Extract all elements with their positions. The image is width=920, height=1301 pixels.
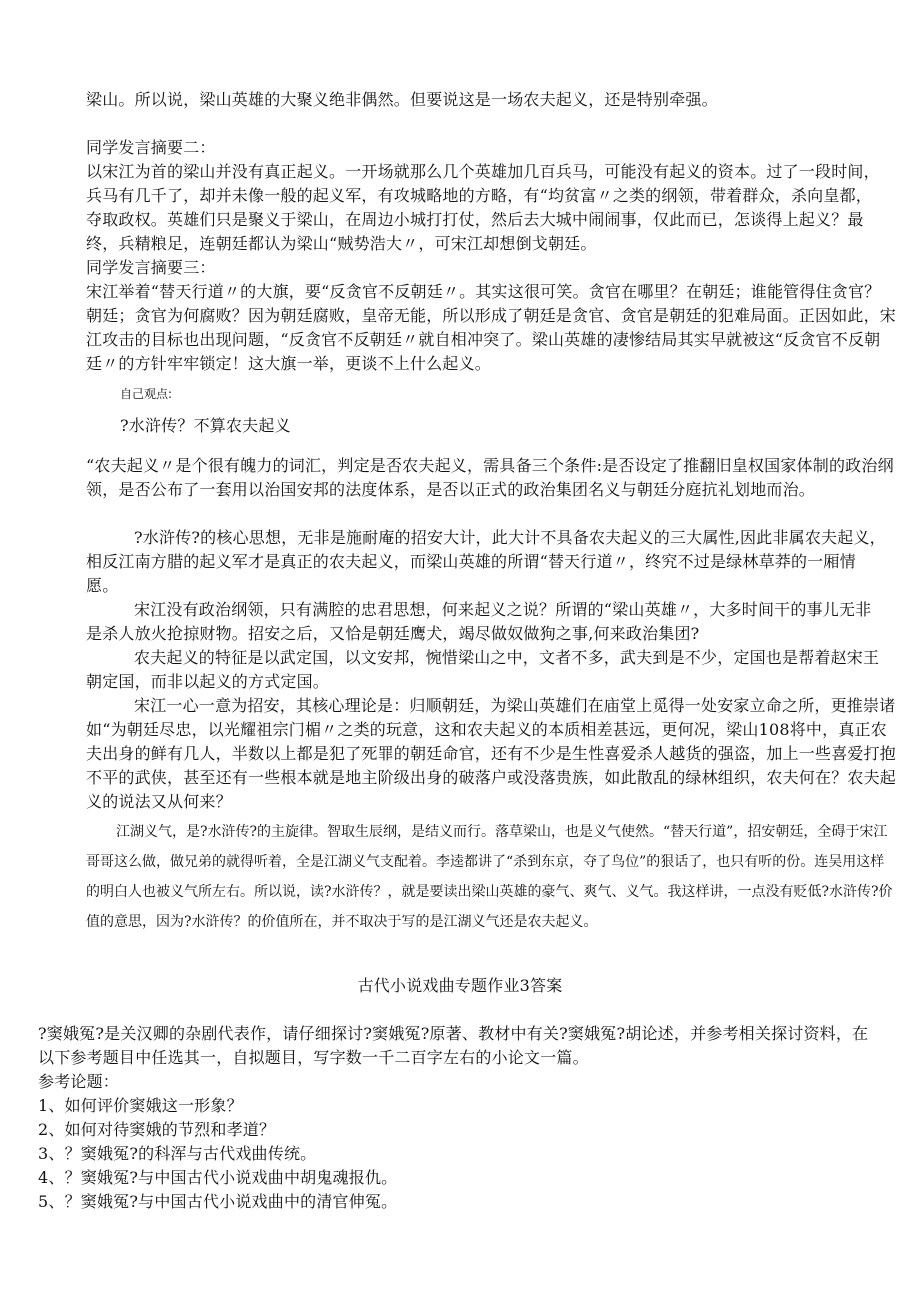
topic-item-4: 4、？窦娥冤?与中国古代小说戏曲中胡鬼魂报仇。 <box>38 1168 398 1187</box>
own-view-paragraph-1: “农夫起义〃是个很有魄力的词汇，判定是否农夫起义，需具备三个条件:是否设定了推翻旧皇权国家体制的政治纲领，是否公布了一套用以治国安邦的法度体系，是否以正式的政治集团名义与朝廷分庭抗礼划地而治。 <box>86 456 894 499</box>
topics-label: 参考论题： <box>38 1072 120 1091</box>
topic-item-5: 5、？窦娥冤?与中国古代小说戏曲中的清官伸冤。 <box>38 1192 398 1211</box>
own-view-paragraph-6: 江湖义气，是?水浒传?的主旋律。智取生辰纲，是结义而行。落草梁山，也是义气使然。“替天行道”，招安朝廷，全碍于宋江哥哥这么做，做兄弟的就得听着，全是江湖义气支配着。李逵都讲了“杀到东京，夺了鸟位”的狠话了，也只有听的份。连吴用这样的明白人也被义气所左右。所以说，读?水浒传？，就是要读出梁山英雄的豪气、爽气、义气。我这样讲，一点没有贬低?水浒传?价值的意思，因为?水浒传？的价值所在，并不取决于写的是江湖义气还是农夫起义。 <box>86 824 893 930</box>
topic-item-1: 1、如何评价窦娥这一形象？ <box>38 1096 243 1115</box>
own-view-paragraph-5: 宋江一心一意为招安，其核心理论是：归顺朝廷，为梁山英雄们在庙堂上觅得一处安家立命之所，更推崇诸如“为朝廷尽忠，以光耀祖宗门楣〃之类的玩意，这和农夫起义的本质相差甚远，更何况，梁山108将中，真正农夫出身的鲜有几人，半数以上都是犯了死罪的朝廷命官，还有不少是生性喜爱杀人越货的强盗，加上一些喜爱打抱不平的武侠，甚至还有一些根本就是地主阶级出身的破落户或没落贵族，如此散乱的绿林组织，农夫何在？农夫起义的说法又从何来？ <box>86 696 897 811</box>
own-view-paragraph-2: ?水浒传?的核心思想，无非是施耐庵的招安大计，此大计不具备农夫起义的三大属性,因此非属农夫起义，相反江南方腊的起义军才是真正的农夫起义，而梁山英雄的所谓“替天行道〃，终究不过是绿林草莽的一厢情愿。 <box>86 528 886 595</box>
assignment-title: 古代小说戏曲专题作业3答案 <box>357 976 563 995</box>
student-summary-3-heading: 同学发言摘要三： <box>86 258 216 277</box>
topic-item-3: 3、？窦娥冤?的科浑与古代戏曲传统。 <box>38 1144 317 1163</box>
student-summary-2-heading: 同学发言摘要二： <box>86 138 216 157</box>
own-view-title: ?水浒传？不算农夫起义 <box>120 416 291 435</box>
student-summary-2-body: 以宋江为首的梁山并没有真正起义。一开场就那么几个英雄加几百兵马，可能没有起义的资本。过了一段时间，兵马有几千了，却并未像一般的起义军，有攻城略地的方略，有“均贫富〃之类的纲领，带着群众，杀向皇都，夺取政权。英雄们只是聚义于梁山，在周边小城打打仗，然后去大城中闹闹事，仅此而已，怎谈得上起义？最终，兵精粮足，连朝廷都认为梁山“贼势浩大〃，可宋江却想倒戈朝廷。 <box>86 162 880 253</box>
own-view-label: 自己观点: <box>120 387 173 401</box>
assignment-intro: ?窦娥冤?是关汉卿的杂剧代表作，请仔细探讨?窦娥冤?原著、教材中有关?窦娥冤?胡论述，并参考相关探讨资料，在以下参考题目中任选其一，自拟题目，写字数一千二百字左右的小论文一篇。 <box>38 1024 869 1067</box>
own-view-paragraph-3: 宋江没有政治纲领，只有满腔的忠君思想，何来起义之说？所谓的“梁山英雄〃，大多时间干的事儿无非是杀人放火抢掠财物。招安之后，又恰是朝廷鹰犬，竭尽做奴做狗之事,何来政治集团? <box>86 600 872 643</box>
student-summary-3-body: 宋江举着“替天行道〃的大旗，要“反贪官不反朝廷〃。其实这很可笑。贪官在哪里？在朝廷；谁能管得住贪官？朝廷；贪官为何腐败？因为朝廷腐败，皇帝无能，所以形成了朝廷是贪官、贪官是朝廷的犯难局面。正因如此，宋江攻击的目标也出现问题，“反贪官不反朝廷〃就自相冲突了。梁山英雄的凄惨结局其实早就被这“反贪官不反朝廷〃的方针牢牢锁定！这大旗一举，更谈不上什么起义。 <box>86 282 897 373</box>
own-view-paragraph-4: 农夫起义的特征是以武定国，以文安邦，惋惜梁山之中，文者不多，武夫到是不少，定国也是帮着赵宋王朝定国，而非以起义的方式定国。 <box>86 648 880 691</box>
topic-item-2: 2、如何对待窦娥的节烈和孝道？ <box>38 1120 276 1139</box>
paragraph-liangshan-conclusion: 梁山。所以说，梁山英雄的大聚义绝非偶然。但要说这是一场农夫起义，还是特别牵强。 <box>86 90 718 109</box>
